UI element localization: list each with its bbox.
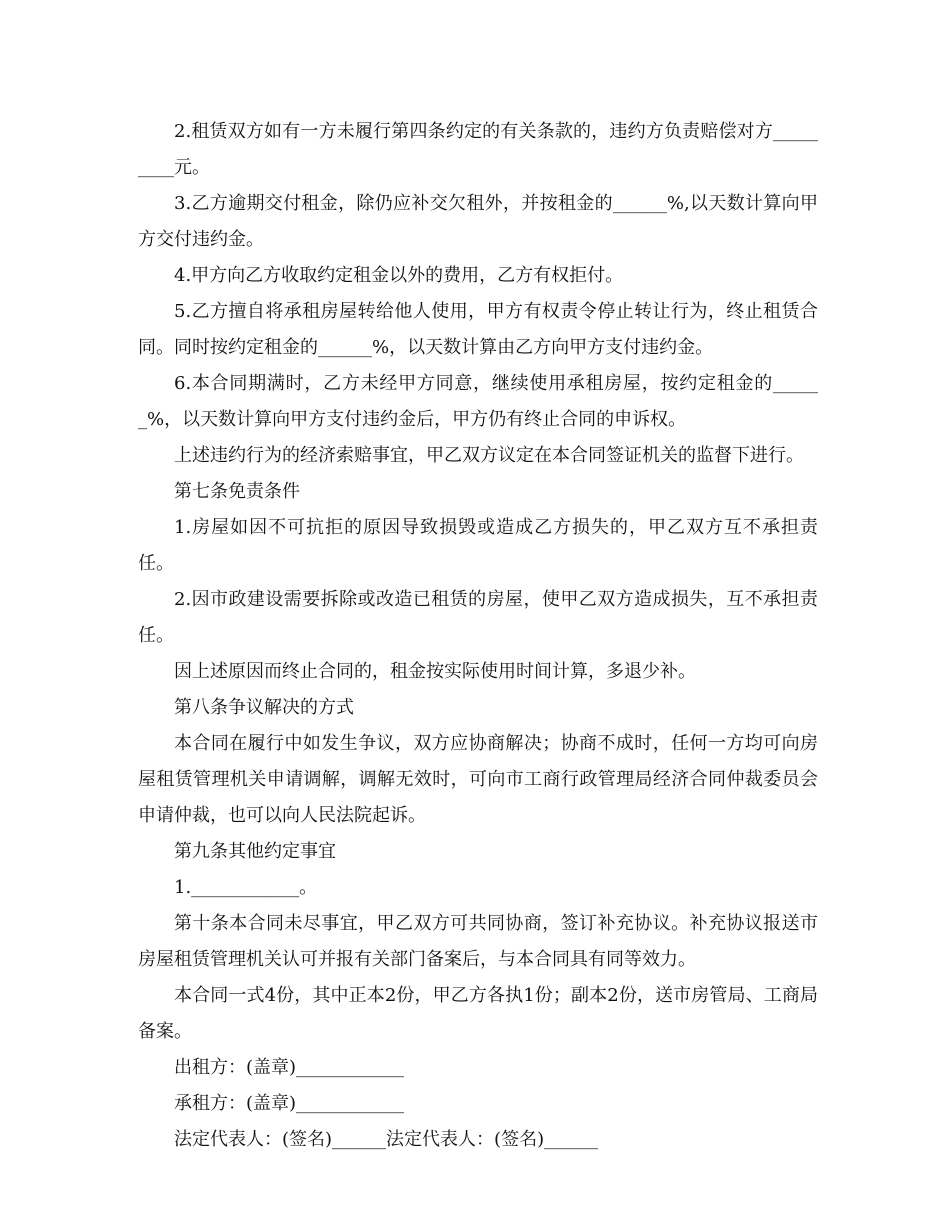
clause-dispute-resolution: 本合同在履行中如发生争议，双方应协商解决；协商不成时，任何一方均可向房屋租赁管理机关申请调解，调解无效时，可向市工商行政管理局经济合同仲裁委员会申请仲裁，也可以向人民法院起诉。 xyxy=(138,733,818,826)
article-7-heading: 第七条免责条件 xyxy=(174,481,300,502)
clause-copies: 本合同一式4份，其中正本2份，甲乙方各执1份；副本2份，送市房管局、工商局备案。 xyxy=(138,985,818,1042)
clause-extra-fees: 4.甲方向乙方收取约定租金以外的费用，乙方有权拒付。 xyxy=(174,265,624,286)
legal-representative-signature-line: 法定代表人：(签名)______法定代表人：(签名)______ xyxy=(174,1129,599,1150)
clause-force-majeure: 1.房屋如因不可抗拒的原因导致损毁或造成乙方损失的，甲乙双方互不承担责任。 xyxy=(138,517,818,574)
clause-claims-supervision: 上述违约行为的经济索赔事宜，甲乙双方议定在本合同签证机关的监督下进行。 xyxy=(174,445,804,466)
clause-overstay: 6.本合同期满时，乙方未经甲方同意，继续使用承租房屋，按约定租金的______%，以天数计算向甲方支付违约金后，甲方仍有终止合同的申诉权。 xyxy=(138,373,818,430)
lessee-signature-line: 承租方：(盖章)____________ xyxy=(174,1093,405,1114)
clause-late-rent: 3.乙方逾期交付租金，除仍应补交欠租外，并按租金的______%,以天数计算向甲方交付违约金。 xyxy=(138,193,818,250)
article-9-heading: 第九条其他约定事宜 xyxy=(174,841,336,862)
article-8-heading: 第八条争议解决的方式 xyxy=(174,697,354,718)
clause-municipal-demolition: 2.因市政建设需要拆除或改造已租赁的房屋，使甲乙双方造成损失，互不承担责任。 xyxy=(138,589,818,646)
article-10-supplement: 第十条本合同未尽事宜，甲乙双方可共同协商，签订补充协议。补充协议报送市房屋租赁管理机关认可并报有关部门备案后，与本合同具有同等效力。 xyxy=(138,913,818,970)
lessor-signature-line: 出租方：(盖章)____________ xyxy=(174,1057,405,1078)
clause-sublet: 5.乙方擅自将承租房屋转给他人使用，甲方有权责令停止转让行为，终止租赁合同。同时按约定租金的______%，以天数计算由乙方向甲方支付违约金。 xyxy=(138,301,818,358)
clause-rent-settlement: 因上述原因而终止合同的，租金按实际使用时间计算，多退少补。 xyxy=(174,661,696,682)
clause-breach-compensation: 2.租赁双方如有一方未履行第四条约定的有关条款的，违约方负责赔偿对方_________元。 xyxy=(138,121,818,178)
clause-other-item-1: 1.____________。 xyxy=(174,877,318,898)
contract-body xyxy=(138,114,818,1158)
